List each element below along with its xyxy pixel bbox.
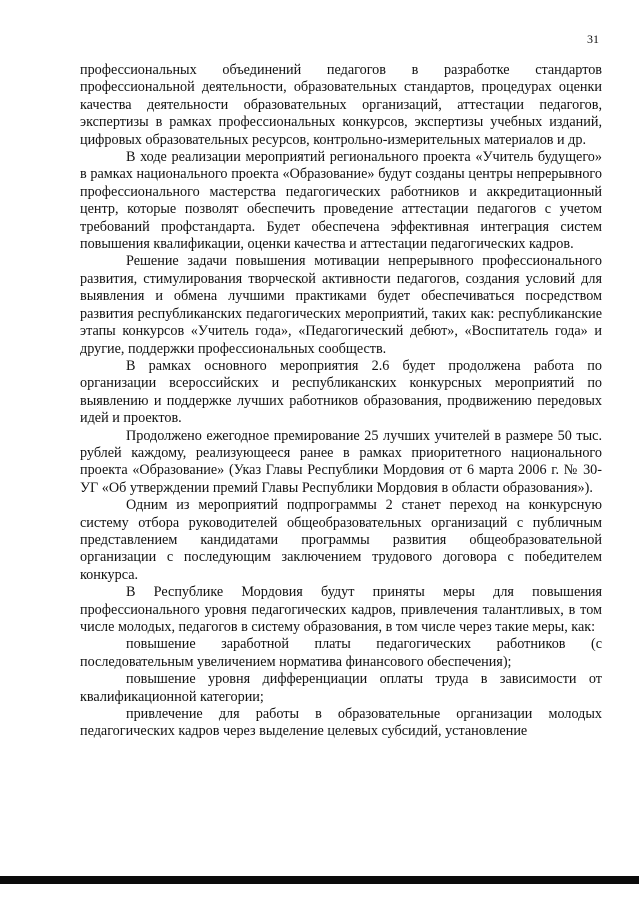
paragraph-measures-intro: В Республике Мордовия будут приняты меры для повышения профессионального уровня педагогических кадров, привлечения талантливых, в том числе молодых, педагогов в систему образования, в том числе через такие меры, как: (80, 584, 602, 635)
paragraph-teacher-awards: Продолжено ежегодное премирование 25 лучших учителей в размере 50 тыс. рублей каждому, реализующееся ранее в рамках приоритетного национального проекта «Образование» (Указ Главы Республики Мордовия от 6 марта 2006 г. № 30-УГ «Об утверждении премий Главы Республики Мордовия в области образования»). (80, 427, 602, 496)
paragraph-competitive-selection: Одним из мероприятий подпрограммы 2 станет переход на конкурсную систему отбора руководителей общеобразовательных организаций с публичным представлением кандидатами программы развития общеобразовательной организации с последующим заключением трудового договора с победителем конкурса. (80, 497, 602, 583)
paragraph-measure-salary: повышение заработной платы педагогических работников (с последовательным увеличением норматива финансового обеспечения); (80, 636, 602, 670)
page-number: 31 (587, 32, 599, 46)
scan-edge-bar (0, 876, 639, 884)
paragraph-motivation: Решение задачи повышения мотивации непрерывного профессионального развития, стимулирования творческой активности педагогов, создания условий для выявления и обмена лучшими практиками будет обеспечиваться посредством развития республиканских педагогических мероприятий, таких как: республиканские этапы конкурсов «Учитель года», «Педагогический дебют», «Воспитатель года» и другие, поддержки профессиональных сообществ. (80, 253, 602, 357)
paragraph-teacher-of-future: В ходе реализации мероприятий регионального проекта «Учитель будущего» в рамках национального проекта «Образование» будут созданы центры непрерывного профессионального мастерства педагогических работников и аккредитационный центр, которые позволят обеспечить проведение аттестации педагогов с учетом требований профстандарта. Будет обеспечена эффективная интеграция систем повышения квалификации, оценки качества и аттестации педагогических кадров. (80, 149, 602, 253)
paragraph-measure-young-staff: привлечение для работы в образовательные организации молодых педагогических кадров через выделение целевых субсидий, установление (80, 706, 602, 740)
document-body (80, 62, 602, 741)
paragraph-continuation: профессиональных объединений педагогов в разработке стандартов профессиональной деятельности, образовательных стандартов, процедурах оценки качества деятельности образовательных организаций, аттестации педагогов, экспертизы в рамках профессиональных конкурсов, экспертизы учебных изданий, цифровых образовательных ресурсов, контрольно-измерительных материалов и др. (80, 62, 602, 148)
paragraph-activity-2-6: В рамках основного мероприятия 2.6 будет продолжена работа по организации всероссийских и республиканских конкурсных мероприятий по выявлению и поддержке лучших работников образования, продвижению передовых идей и проектов. (80, 357, 602, 427)
paragraph-measure-differentiation: повышение уровня дифференциации оплаты труда в зависимости от квалификационной категории; (80, 671, 602, 705)
